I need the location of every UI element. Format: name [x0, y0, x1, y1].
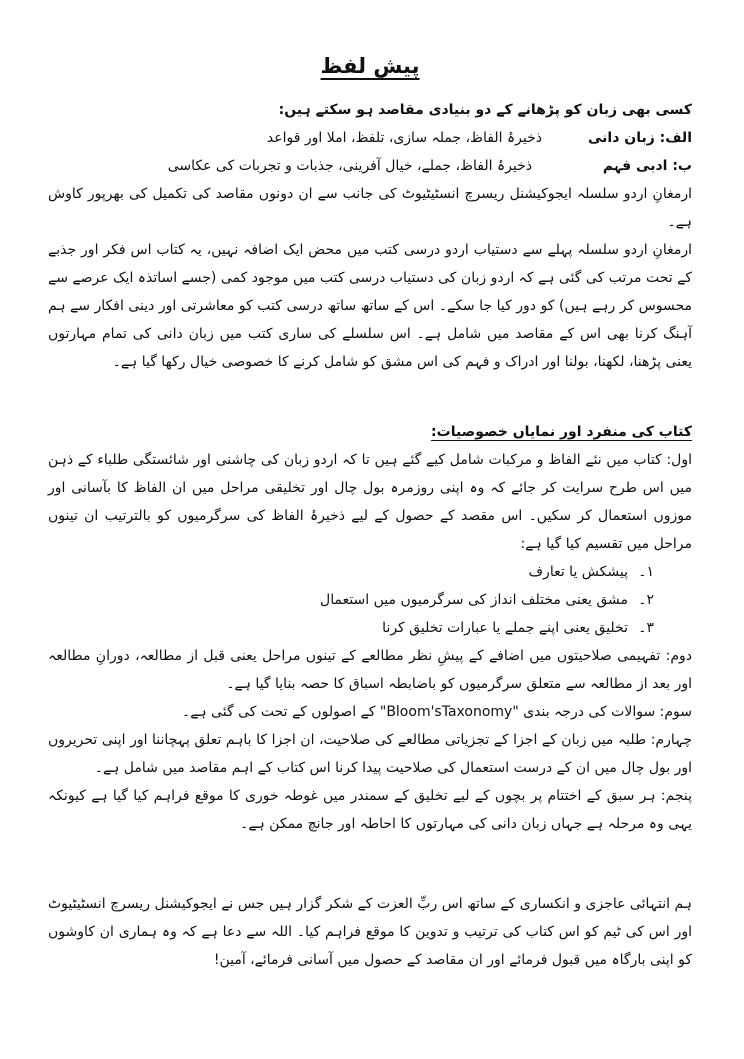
feature-4: چہارم: طلبہ میں زبان کے اجزا کے تجزیاتی مطالعے کی صلاحیت، ان اجزا کا باہم تعلق پہچاننا اور اپنی تحریروں اور بول چال میں ان کے درست استعمال کی صلاحیت پیدا کرنا اس کتاب کے اہم مقاصد میں شامل ہے۔ — [48, 732, 692, 776]
intro-text: کسی بھی زبان کو پڑھانے کے دو بنیادی مقاصد ہو سکتے ہیں: — [278, 102, 692, 118]
blooms-taxonomy-term: "Bloom'sTaxonomy" — [379, 704, 519, 720]
feature-3-suffix: کے اصولوں کے تحت کی گئی ہے۔ — [182, 704, 376, 720]
feature-3 — [48, 698, 692, 726]
stage-number: ۱۔ — [638, 564, 654, 580]
feature-3-prefix: سوم: سوالات کی درجہ بندی — [523, 704, 692, 720]
purpose-value-b: ذخیرۂ الفاظ، جملے، خیال آفرینی، جذبات و تجربات کی عکاسی — [167, 158, 532, 174]
paragraph-2: ارمغانِ اردو سلسلہ پہلے سے دستیاب اردو درسی کتب میں محض ایک اضافہ نہیں، یہ کتاب اس فکر اور جذبے کے تحت مرتب کی گئی ہے کہ اردو زبان کی دستیاب درسی کتب میں موجود کمی (جسے اساتذہ ایک عرصے سے محسوس کر رہے ہیں) کو دور کیا جا سکے۔ اس کے ساتھ ساتھ درسی کتب کو معاشرتی اور دینی افکار سے ہم آہنگ کرنا بھی اس کے مقاصد میں شامل ہے۔ اس سلسلے کی ساری کتب میں زبان دانی کی تمام مہارتوں یعنی پڑھنا، لکھنا، بولنا اور ادراک و فہم کی اس مشق کو شامل کرنے کا خصوصی خیال رکھا گیا ہے۔ — [48, 242, 692, 370]
feature-1: اول: کتاب میں نئے الفاظ و مرکبات شامل کیے گئے ہیں تا کہ اردو زبان کی چاشنی اور شائستگی طلباء کے ذہن میں اس طرح سرایت کر جائے کہ وہ اپنی روزمرہ بول چال اور تخلیقی مراحل میں ان الفاظ کا بآسانی اور موزوں استعمال کر سکیں۔ اس مقصد کے حصول کے لیے ذخیرۂ الفاظ کی سرگرمیوں کو بالترتیب ان تینوں مراحل میں تقسیم کیا گیا ہے: — [48, 452, 692, 552]
features-heading: کتاب کی منفرد اور نمایاں خصوصیات: — [431, 424, 692, 440]
stage-item — [48, 614, 692, 642]
purpose-label-a: الف: زبان دانی — [587, 130, 692, 146]
stage-number: ۳۔ — [638, 620, 654, 636]
stage-number: ۲۔ — [638, 592, 654, 608]
purpose-label-b: ب: ادبی فہم — [602, 158, 692, 174]
stage-item — [48, 586, 692, 614]
purpose-value-a: ذخیرۂ الفاظ، جملہ سازی، تلفظ، املا اور قواعد — [266, 130, 542, 146]
page-title: پیش لفظ — [320, 54, 420, 78]
closing-paragraph: ہم انتہائی عاجزی و انکساری کے ساتھ اس ربِّ العزت کے شکر گزار ہیں جس نے ایجوکیشنل ریسرچ انسٹیٹیوٹ اور اس کی ٹیم کو اس کتاب کی ترتیب و تدوین کا موقع فراہم کیا۔ اللہ سے دعا ہے کہ وہ ہماری ان کاوشوں کو اپنی بارگاہ میں قبول فرمائے اور ان مقاصد کے حصول میں آسانی فرمائے، آمین! — [48, 896, 692, 968]
feature-2: دوم: تفہیمی صلاحیتوں میں اضافے کے پیشِ نظر مطالعے کے تینوں مراحل یعنی قبل از مطالعہ، دورانِ مطالعہ اور بعد از مطالعہ سے متعلق سرگرمیوں کو باضابطہ اسباق کا حصہ بنایا گیا ہے۔ — [48, 648, 692, 692]
purpose-row-a — [48, 124, 692, 152]
stage-item — [48, 558, 692, 586]
stage-text: مشق یعنی مختلف انداز کی سرگرمیوں میں استعمال — [320, 592, 628, 608]
purpose-row-b — [48, 152, 692, 180]
paragraph-1: ارمغانِ اردو سلسلہ ایجوکیشنل ریسرچ انسٹیٹیوٹ کی جانب سے ان دونوں مقاصد کی تکمیل کی بھرپور کاوش ہے۔ — [48, 186, 692, 230]
feature-5: پنجم: ہر سبق کے اختتام پر بچوں کے لیے تخلیق کے سمندر میں غوطہ خوری کا موقع فراہم کیا گیا ہے کیونکہ یہی وہ مرحلہ ہے جہاں زبان دانی کی مہارتوں کا احاطہ اور جانچ ممکن ہے۔ — [48, 788, 692, 832]
spacer — [48, 838, 692, 890]
stage-text: تخلیق یعنی اپنے جملے یا عبارات تخلیق کرنا — [382, 620, 628, 636]
spacer — [48, 376, 692, 418]
stage-text: پیشکش یا تعارف — [528, 564, 628, 580]
